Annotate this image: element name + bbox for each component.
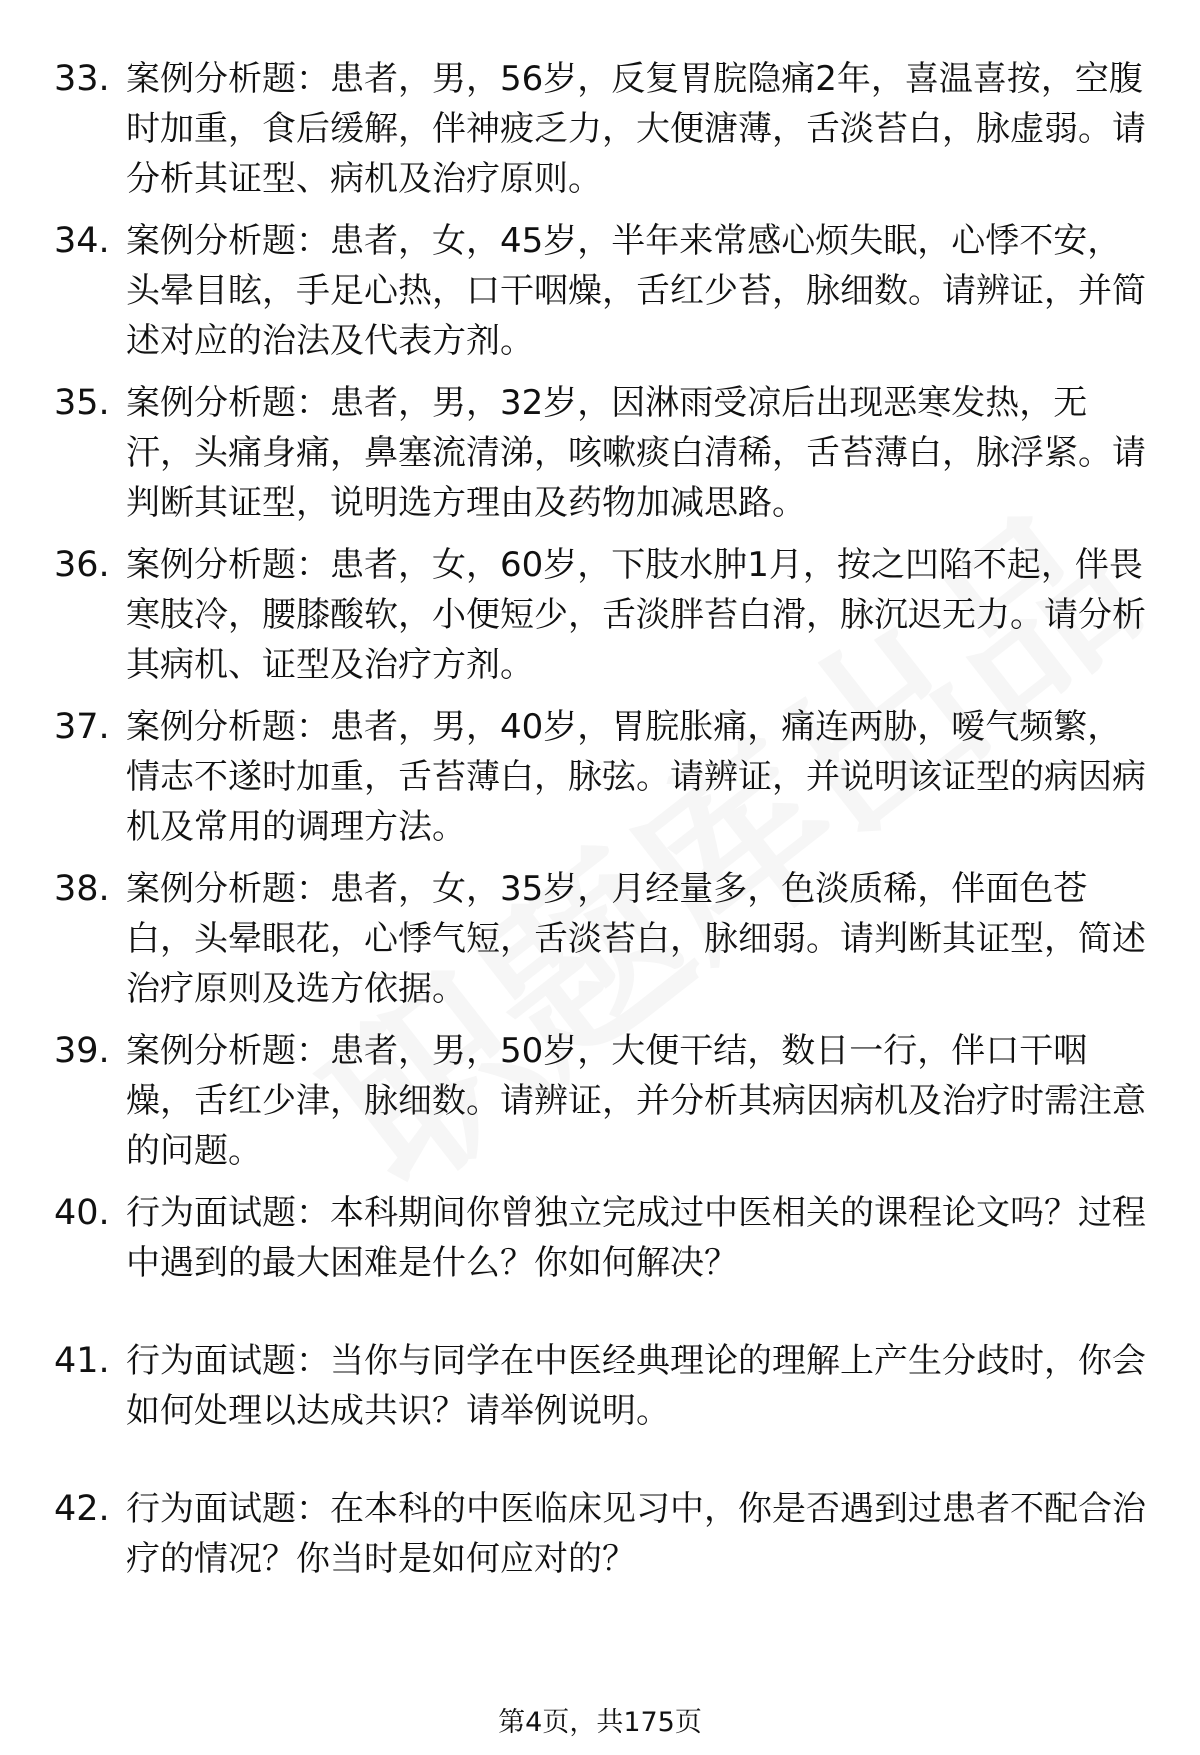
- question-item: [0, 1188, 1200, 1336]
- question-number: 41.: [54, 1341, 110, 1381]
- question-item: [0, 54, 1200, 216]
- question-item: [0, 1336, 1200, 1484]
- question-number: 36.: [54, 545, 110, 585]
- question-item: [0, 216, 1200, 378]
- question-item: [0, 1484, 1200, 1632]
- question-item: [0, 540, 1200, 702]
- question-number: 35.: [54, 383, 110, 423]
- question-number: 34.: [54, 221, 110, 261]
- question-number: 38.: [54, 869, 110, 909]
- question-text: 行为面试题：在本科的中医临床见习中，你是否遇到过患者不配合治疗的情况？你当时是如何应对的？: [126, 1489, 1146, 1579]
- question-number: 40.: [54, 1193, 110, 1233]
- question-list: [0, 54, 1200, 1632]
- question-text: 案例分析题：患者，女，45岁，半年来常感心烦失眠，心悸不安，头晕目眩，手足心热，口干咽燥，舌红少苔，脉细数。请辨证，并简述对应的治法及代表方剂。: [126, 221, 1146, 361]
- question-number: 39.: [54, 1031, 110, 1071]
- question-text: 行为面试题：本科期间你曾独立完成过中医相关的课程论文吗？过程中遇到的最大困难是什么？你如何解决？: [126, 1193, 1146, 1283]
- question-item: [0, 1026, 1200, 1188]
- question-text: 案例分析题：患者，男，56岁，反复胃脘隐痛2年，喜温喜按，空腹时加重，食后缓解，伴神疲乏力，大便溏薄，舌淡苔白，脉虚弱。请分析其证型、病机及治疗原则。: [126, 59, 1146, 199]
- question-text: 案例分析题：患者，女，60岁，下肢水肿1月，按之凹陷不起，伴畏寒肢冷，腰膝酸软，小便短少，舌淡胖苔白滑，脉沉迟无力。请分析其病机、证型及治疗方剂。: [126, 545, 1146, 685]
- question-number: 37.: [54, 707, 110, 747]
- question-item: [0, 378, 1200, 540]
- question-number: 33.: [54, 59, 110, 99]
- question-text: 案例分析题：患者，男，40岁，胃脘胀痛，痛连两胁，嗳气频繁，情志不遂时加重，舌苔薄白，脉弦。请辨证，并说明该证型的病因病机及常用的调理方法。: [126, 707, 1146, 847]
- question-text: 案例分析题：患者，男，32岁，因淋雨受凉后出现恶寒发热，无汗，头痛身痛，鼻塞流清涕，咳嗽痰白清稀，舌苔薄白，脉浮紧。请判断其证型，说明选方理由及药物加减思路。: [126, 383, 1146, 523]
- question-text: 案例分析题：患者，男，50岁，大便干结，数日一行，伴口干咽燥，舌红少津，脉细数。请辨证，并分析其病因病机及治疗时需注意的问题。: [126, 1031, 1146, 1171]
- question-item: [0, 702, 1200, 864]
- question-text: 案例分析题：患者，女，35岁，月经量多，色淡质稀，伴面色苍白，头晕眼花，心悸气短，舌淡苔白，脉细弱。请判断其证型，简述治疗原则及选方依据。: [126, 869, 1146, 1009]
- question-item: [0, 864, 1200, 1026]
- question-text: 行为面试题：当你与同学在中医经典理论的理解上产生分歧时，你会如何处理以达成共识？请举例说明。: [126, 1341, 1146, 1431]
- question-number: 42.: [54, 1489, 110, 1529]
- page-footer: 第4页，共175页: [498, 1707, 702, 1738]
